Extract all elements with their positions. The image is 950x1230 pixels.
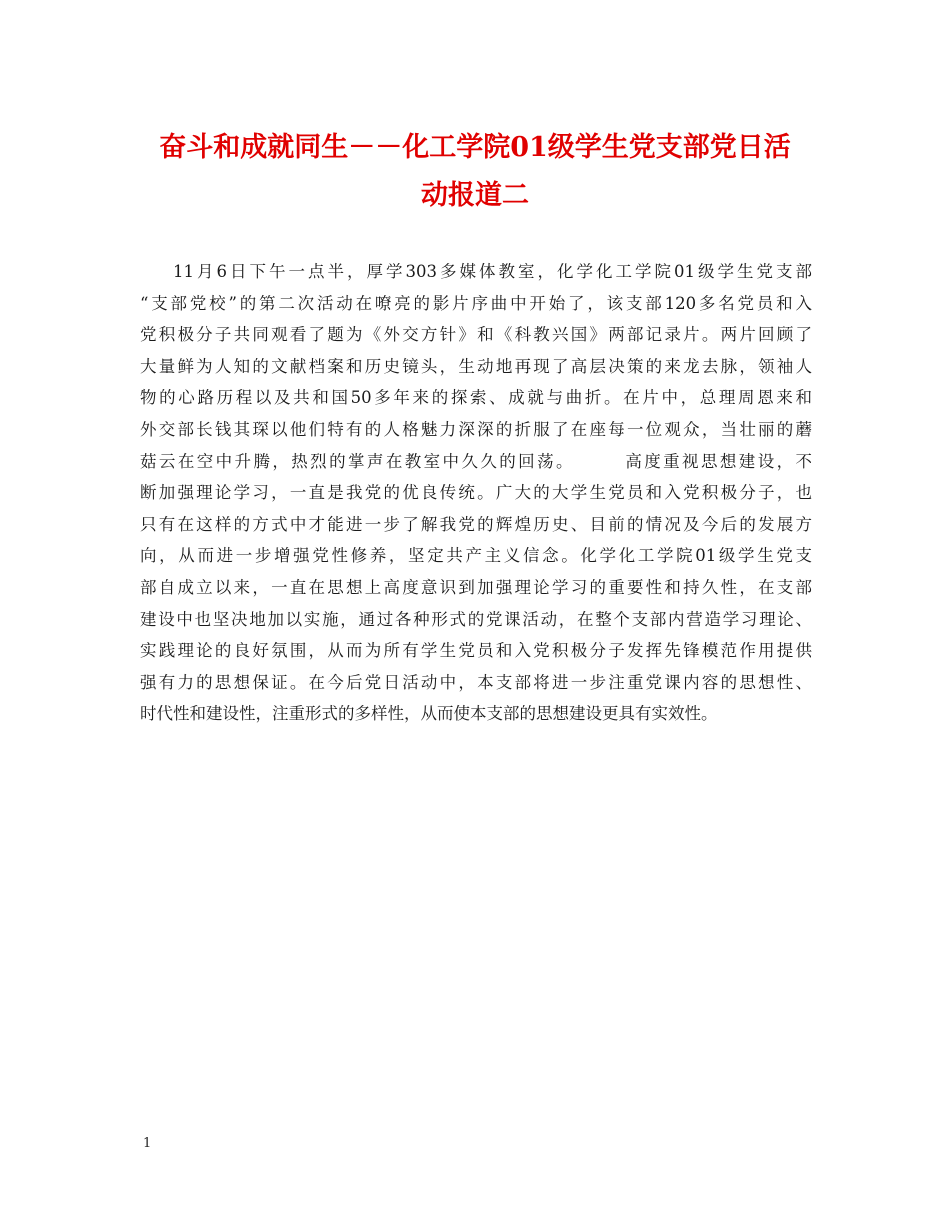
title-line-2: 动报道二 xyxy=(421,180,529,211)
body-line-8: 断加强理论学习，一直是我党的优良传统。广大的大学生党员和入党积极分子，也 xyxy=(140,483,812,503)
body-line-12: 建设中也坚决地加以实施，通过各种形式的党课活动，在整个支部内营造学习理论、 xyxy=(140,609,812,629)
body-line-14: 强有力的思想保证。在今后党日活动中，本支部将进一步注重党课内容的思想性、 xyxy=(140,672,812,692)
title-line-1: 奋斗和成就同生－－化工学院01级学生党支部党日活 xyxy=(159,132,791,163)
body-line-10: 向，从而进一步增强党性修养，坚定共产主义信念。化学化工学院01级学生党支 xyxy=(140,546,812,566)
body-line-4: 大量鲜为人知的文献档案和历史镜头，生动地再现了高层决策的来龙去脉，领袖人 xyxy=(140,356,812,376)
document-title xyxy=(120,124,830,220)
page-number: 1 xyxy=(143,1136,152,1151)
body-line-15: 时代性和建设性，注重形式的多样性，从而使本支部的思想建设更具有实效性。 xyxy=(140,704,718,724)
body-line-7-part-2: 高度重视思想建设，不 xyxy=(622,451,812,471)
article-body xyxy=(140,256,812,730)
body-line-13: 实践理论的良好氛围，从而为所有学生党员和入党积极分子发挥先锋模范作用提供 xyxy=(140,641,812,661)
body-line-3: 党积极分子共同观看了题为《外交方针》和《科教兴国》两部记录片。两片回顾了 xyxy=(140,325,812,345)
body-line-7 xyxy=(140,446,812,478)
body-line-7-part-1: 菇云在空中升腾，热烈的掌声在教室中久久的回荡。 xyxy=(140,451,575,471)
body-line-1: 11月6日下午一点半，厚学303多媒体教室，化学化工学院01级学生党支部 xyxy=(173,262,812,281)
body-line-11: 部自成立以来，一直在思想上高度意识到加强理论学习的重要性和持久性，在支部 xyxy=(140,577,812,597)
body-line-9: 只有在这样的方式中才能进一步了解我党的辉煌历史、目前的情况及今后的发展方 xyxy=(140,514,812,534)
body-line-2: “支部党校”的第二次活动在嘹亮的影片序曲中开始了，该支部120多名党员和入 xyxy=(140,293,812,313)
body-line-5: 物的心路历程以及共和国50多年来的探索、成就与曲折。在片中，总理周恩来和 xyxy=(140,388,812,408)
body-line-6: 外交部长钱其琛以他们特有的人格魅力深深的折服了在座每一位观众，当壮丽的蘑 xyxy=(140,419,812,439)
